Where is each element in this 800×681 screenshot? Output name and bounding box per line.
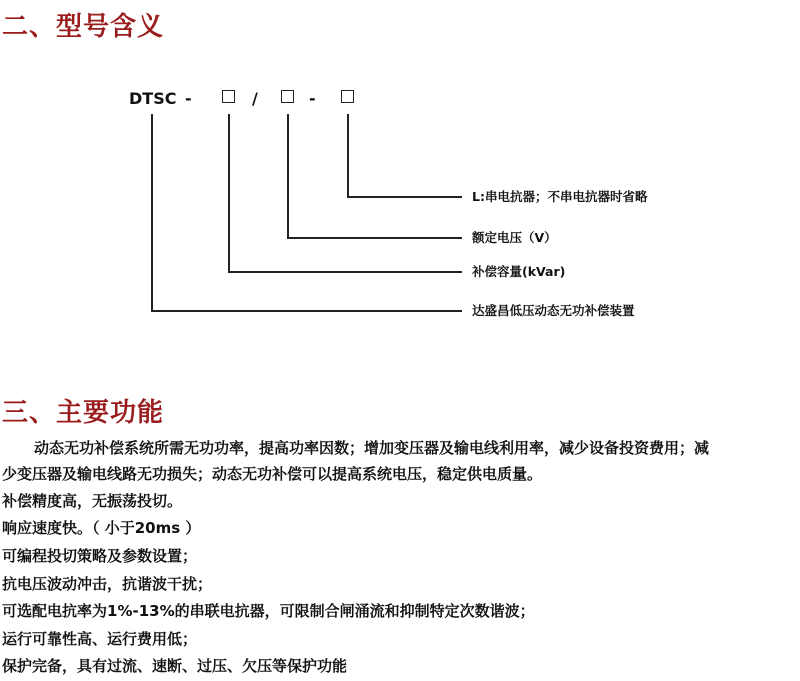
connector-line-reactor bbox=[347, 196, 462, 198]
function-text-line: 抗电压波动冲击，抗谐波干扰； bbox=[2, 575, 213, 593]
legend-label-product: 达盛昌低压动态无功补偿装置 bbox=[472, 303, 635, 318]
function-text-line: 运行可靠性高、运行费用低； bbox=[2, 630, 198, 648]
section-title-model-meaning: 二、型号含义 bbox=[2, 12, 165, 42]
legend-label-reactor: L:串电抗器；不串电抗器时省略 bbox=[472, 189, 648, 204]
function-text-line: 动态无功补偿系统所需无功功率，提高功率因数；增加变压器及输电线利用率，减少设备投资费用；减 bbox=[34, 439, 710, 457]
function-text-line: 响应速度快。（ 小于20ms ） bbox=[2, 519, 201, 537]
connector-line-voltage bbox=[287, 237, 462, 239]
code-slash: / bbox=[252, 89, 258, 108]
connector-line-prefix bbox=[151, 310, 462, 312]
function-text-line: 少变压器及输电线路无功损失；动态无功补偿可以提高系统电压，稳定供电质量。 bbox=[2, 465, 543, 483]
placeholder-box-voltage bbox=[281, 90, 294, 103]
connector-line-capacity bbox=[228, 114, 230, 272]
model-prefix: DTSC bbox=[129, 89, 177, 108]
connector-line-voltage bbox=[287, 114, 289, 238]
connector-line-reactor bbox=[347, 114, 349, 197]
legend-label-voltage: 额定电压（V） bbox=[472, 230, 557, 245]
section-title-main-functions: 三、主要功能 bbox=[2, 398, 165, 428]
placeholder-box-reactor bbox=[341, 90, 354, 103]
legend-label-capacity: 补偿容量(kVar) bbox=[472, 264, 566, 279]
connector-line-prefix bbox=[151, 114, 153, 311]
function-text-line: 可编程投切策略及参数设置； bbox=[2, 547, 198, 565]
function-text-line: 保护完备，具有过流、速断、过压、欠压等保护功能 bbox=[2, 657, 348, 675]
connector-line-capacity bbox=[228, 271, 462, 273]
function-text-line: 补偿精度高，无振荡投切。 bbox=[2, 492, 183, 510]
code-dash: - bbox=[309, 89, 316, 108]
function-text-line: 可选配电抗率为1%-13%的串联电抗器，可限制合闸涌流和抑制特定次数谐波； bbox=[2, 602, 535, 620]
code-dash: - bbox=[185, 89, 192, 108]
placeholder-box-capacity bbox=[222, 90, 235, 103]
